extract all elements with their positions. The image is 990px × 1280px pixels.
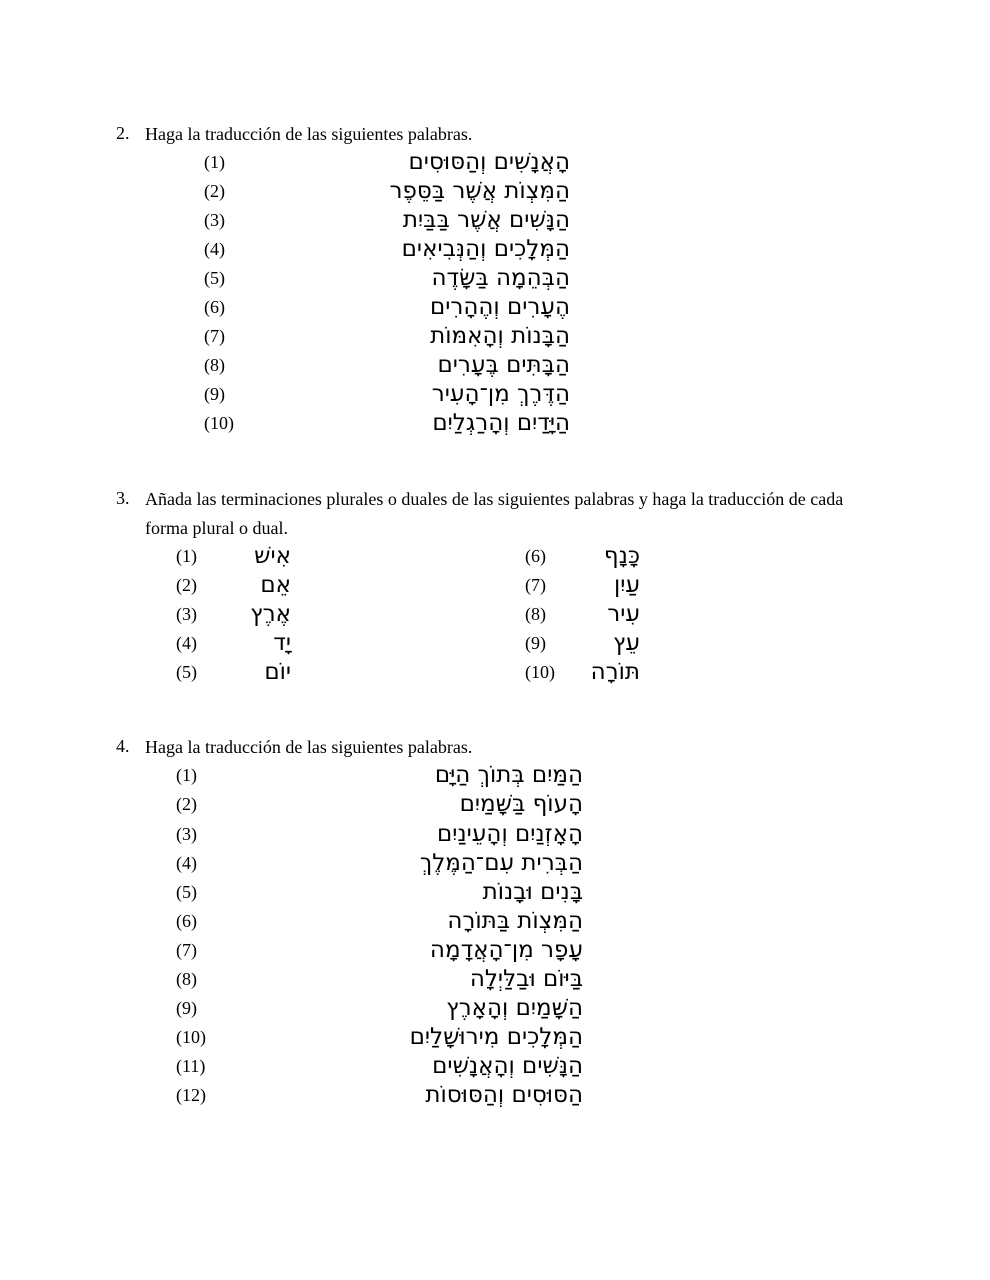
item-label: (7) [176,940,197,960]
hebrew-phrase: הָאָזְנַיִם וְהָעֵינַיִם [437,821,583,847]
hebrew-phrase: הַנָּשִׁים אֲשֶׁר בַּבַּיִת [402,207,570,233]
list-item [0,352,990,381]
item-label: (2) [204,181,225,201]
item-label: (10) [525,662,555,682]
hebrew-phrase: הַבָּתִּים בֶּעָרִים [437,352,570,378]
exercise-instruction: Haga la traducción de las siguientes palabras. [145,124,473,144]
item-label: (7) [204,326,225,346]
hebrew-phrase: עָפָר מִן־הָאֲדָמָה [429,937,583,963]
item-label: (9) [176,998,197,1018]
hebrew-phrase: הַמִּצְוֹת בַּתּוֹרָה [447,908,583,934]
list-item [0,1024,990,1053]
list-item [0,995,990,1024]
item-label: (9) [204,384,225,404]
hebrew-phrase: הַנָּשִׁים וְהָאֲנָשִׁים [432,1053,583,1079]
list-item [0,265,990,294]
list-item [0,659,990,688]
list-item [0,323,990,352]
hebrew-phrase: הָאֲנָשִׁים וְהַסּוּסִים [408,149,570,175]
item-label: (7) [525,575,546,595]
item-label: (1) [176,765,197,785]
item-label: (9) [525,633,546,653]
item-label: (6) [204,297,225,317]
list-item [0,294,990,323]
list-item [0,601,990,630]
list-item [0,149,990,178]
item-label: (1) [204,152,225,172]
hebrew-word: יָד [273,630,291,656]
item-label: (4) [176,853,197,873]
hebrew-phrase: הַבָּנוֹת וְהָאִמּוֹת [430,323,570,349]
item-label: (6) [525,546,546,566]
list-item [0,207,990,236]
hebrew-word: כָּנָף [603,543,640,569]
list-item [0,821,990,850]
list-item [0,908,990,937]
list-item [0,937,990,966]
hebrew-phrase: הַסּוּסִים וְהַסּוּסוֹת [425,1082,583,1108]
exercise-instruction: Añada las terminaciones plurales o duales de las siguientes palabras y haga la traducción de cada forma plural o dual. [145,489,844,538]
list-item [0,850,990,879]
item-label: (2) [176,794,197,814]
item-label: (3) [176,824,197,844]
item-label: (10) [176,1027,206,1047]
item-label: (12) [176,1085,206,1105]
list-item [0,1053,990,1082]
list-item [0,236,990,265]
list-item [0,178,990,207]
item-label: (3) [176,604,197,624]
list-item [0,410,990,439]
item-label: (2) [176,575,197,595]
hebrew-word: תּוֹרָה [590,659,640,685]
item-label: (8) [525,604,546,624]
hebrew-word: אֵם [260,572,291,598]
item-label: (6) [176,911,197,931]
item-label: (5) [176,662,197,682]
hebrew-phrase: הַמְּלָכִים וְהַנְּבִיאִים [401,236,570,262]
hebrew-word: יוֹם [264,659,291,685]
hebrew-word: עִיר [607,601,640,627]
hebrew-phrase: הֶעָרִים וְהֶהָרִים [429,294,570,320]
hebrew-phrase: הַדֶּרֶךְ מִן־הָעִיר [431,381,570,407]
list-item [0,381,990,410]
hebrew-word: עֵץ [612,630,640,656]
list-item [0,879,990,908]
exercise-instruction: Haga la traducción de las siguientes palabras. [145,737,473,757]
item-label: (8) [204,355,225,375]
hebrew-word: עַיִן [613,572,640,598]
item-label: (5) [176,882,197,902]
hebrew-phrase: הַמַּיִם בְּתוֹךְ הַיָּם [434,762,583,788]
exercise-number: 2. [116,123,130,143]
item-label: (8) [176,969,197,989]
hebrew-phrase: הַבְּרִית עִם־הַמֶּלֶךְ [419,850,583,876]
hebrew-phrase: בָּנִים וּבָנוֹת [482,879,583,905]
exercise-number: 4. [116,736,130,756]
hebrew-phrase: הָעוֹף בַּשָּׁמַיִם [459,791,583,817]
hebrew-phrase: הַמְּלָכִים מִירוּשָׁלַיִם [409,1024,583,1050]
list-item [0,630,990,659]
item-label: (5) [204,268,225,288]
hebrew-word: אִישׁ [254,543,291,569]
item-label: (1) [176,546,197,566]
list-item [0,966,990,995]
item-label: (4) [204,239,225,259]
list-item [0,572,990,601]
list-item [0,543,990,572]
exercise-number: 3. [116,488,130,508]
list-item [0,791,990,820]
hebrew-phrase: הַבְּהֵמָה בַּשָּׂדֶה [431,265,570,291]
item-label: (10) [204,413,234,433]
hebrew-phrase: הַיָּדַיִם וְהָרַגְלַיִם [432,410,570,436]
hebrew-phrase: הַמִּצְוֹת אֲשֶׁר בַּסֵּפֶר [389,178,570,204]
hebrew-word: אֶרֶץ [250,601,291,627]
list-item [0,1082,990,1111]
item-label: (3) [204,210,225,230]
list-item [0,762,990,791]
item-label: (4) [176,633,197,653]
hebrew-phrase: בַּיּוֹם וּבַלַּיְלָה [469,966,583,992]
hebrew-phrase: הַשָּׁמַיִם וְהָאָרֶץ [446,995,583,1021]
item-label: (11) [176,1056,206,1076]
